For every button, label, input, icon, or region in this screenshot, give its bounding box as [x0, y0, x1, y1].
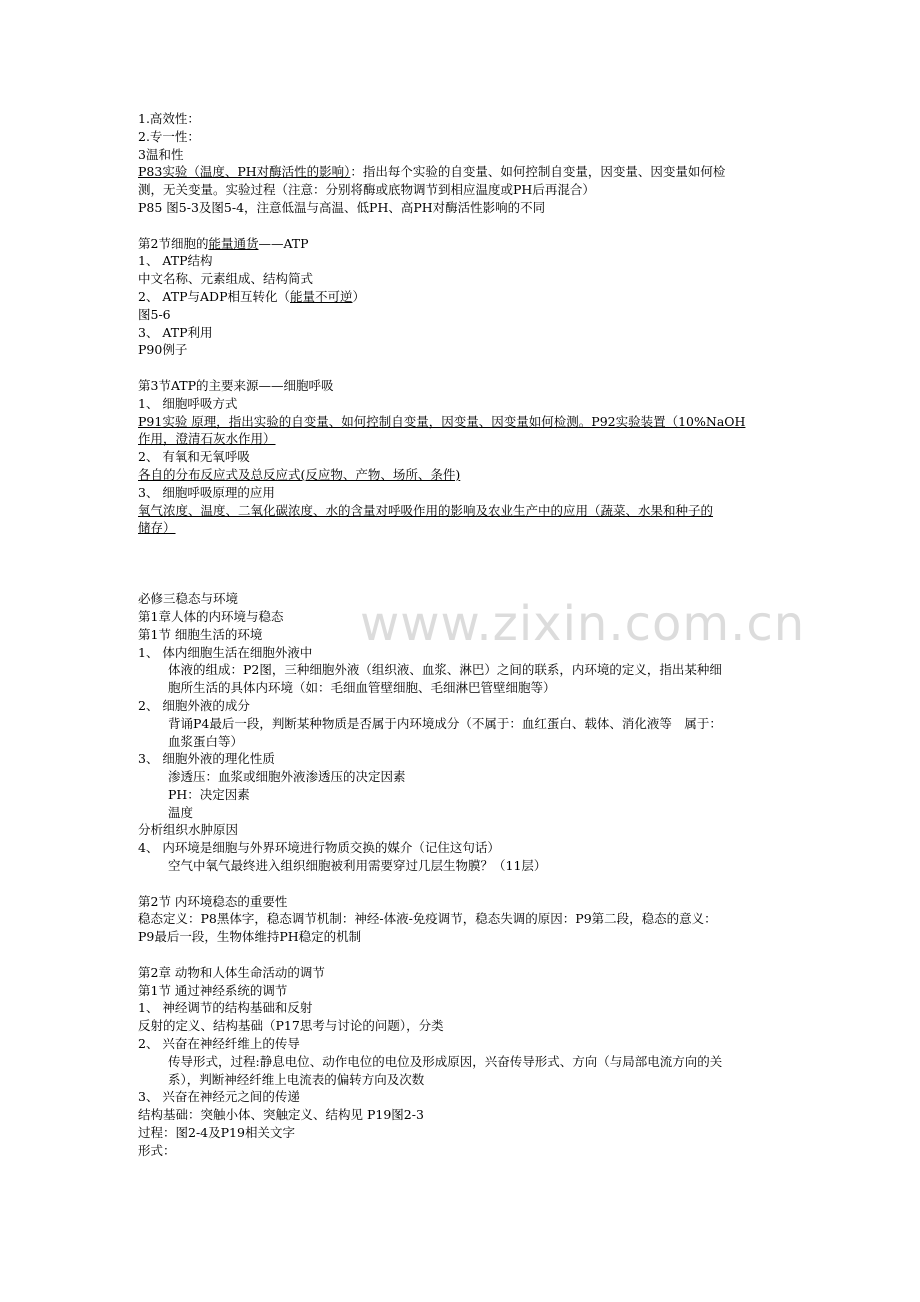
spacer	[138, 359, 788, 377]
section-heading: 第2节 内环境稳态的重要性	[138, 893, 288, 909]
book-heading: 必修三稳态与环境	[138, 591, 239, 607]
text-line: 1、 体内细胞生活在细胞外液中	[138, 644, 313, 660]
text-line: 渗透压：血浆或细胞外液渗透压的决定因素	[168, 769, 406, 785]
text-line: 2.专一性：	[138, 128, 200, 144]
text-line: 系），判断神经纤维上电流表的偏转方向及次数	[168, 1071, 425, 1087]
text-line: 反射的定义、结构基础（P17思考与讨论的问题），分类	[138, 1018, 444, 1034]
spacer	[138, 946, 788, 964]
text-line: 体液的组成：P2图，三种细胞外液（组织液、血浆、淋巴）之间的联系，内环境的定义，指出某种细	[168, 662, 722, 678]
underlined-line: 氧气浓度、温度、二氧化碳浓度、水的含量对呼吸作用的影响及农业生产中的应用（蔬菜、水果和种子的	[138, 502, 714, 518]
text-line: 3、 细胞呼吸原理的应用	[138, 484, 275, 500]
text-line: 温度	[168, 804, 194, 820]
text-line	[138, 288, 788, 306]
text-span: ：指出每个实验的自变量、如何控制自变量，因变量、因变量如何检	[350, 164, 726, 180]
section-heading	[138, 235, 788, 253]
text-span: 第2节细胞的	[138, 235, 209, 251]
underlined-line: P91实验 原理，指出实验的自变量、如何控制自变量，因变量、因变量如何检测。P92实验装置（10%NaOH	[138, 413, 746, 429]
text-line: 空气中氧气最终进入组织细胞被利用需要穿过几层生物膜？（11层）	[168, 858, 547, 874]
text-line: 2、 兴奋在神经纤维上的传导	[138, 1036, 300, 1052]
text-span: ——ATP	[258, 235, 309, 251]
text-line: 2、 细胞外液的成分	[138, 697, 250, 713]
underlined-line: 各自的分布反应式及总反应式(反应物、产物、场所、条件)	[138, 466, 461, 482]
text-line: 分析组织水肿原因	[138, 822, 239, 838]
text-line: 2、 有氧和无氧呼吸	[138, 449, 250, 465]
underlined-line: 储存）	[138, 520, 176, 536]
spacer	[138, 875, 788, 893]
text-line: 3、 细胞外液的理化性质	[138, 751, 275, 767]
text-line: 3温和性	[138, 146, 184, 162]
text-line: 测，无关变量。实验过程（注意：分别将酶或底物调节到相应温度或PH后再混合）	[138, 182, 595, 198]
section-heading: 第3节ATP的主要来源——细胞呼吸	[138, 377, 334, 393]
text-line: 传导形式，过程:静息电位、动作电位的电位及形成原因，兴奋传导形式、方向（与局部电流方向的关	[168, 1053, 723, 1069]
text-line	[138, 163, 788, 181]
underlined-text: P83实验（温度、PH对酶活性的影响）	[138, 164, 351, 180]
text-span: ）	[352, 288, 366, 304]
text-line: 血浆蛋白等）	[168, 733, 244, 749]
text-line: 1、 神经调节的结构基础和反射	[138, 1000, 313, 1016]
spacer	[138, 537, 788, 590]
text-line: PH：决定因素	[168, 786, 250, 802]
document-page	[138, 110, 788, 1160]
underlined-line: 作用，澄清石灰水作用）	[138, 431, 276, 447]
text-line: 1、 细胞呼吸方式	[138, 395, 238, 411]
text-line: 中文名称、元素组成、结构简式	[138, 271, 314, 287]
text-line: P90例子	[138, 342, 188, 358]
text-line: 形式：	[138, 1142, 176, 1158]
text-line: 4、 内环境是细胞与外界环境进行物质交换的媒介（记住这句话）	[138, 840, 500, 856]
text-line: 1.高效性：	[138, 111, 200, 126]
chapter-heading: 第1章人体的内环境与稳态	[138, 608, 284, 624]
section-heading: 第1节 通过神经系统的调节	[138, 982, 288, 998]
chapter-heading: 第2章 动物和人体生命活动的调节	[138, 964, 325, 980]
text-line: 3、 ATP利用	[138, 324, 213, 340]
text-line: P85 图5-3及图5-4，注意低温与高温、低PH、高PH对酶活性影响的不同	[138, 199, 546, 215]
text-span: 2、 ATP与ADP相互转化（	[138, 288, 290, 304]
text-line: P9最后一段，生物体维持PH稳定的机制	[138, 929, 362, 945]
underlined-text: 能量通货	[208, 235, 259, 251]
text-line: 1、 ATP结构	[138, 253, 213, 269]
text-line: 3、 兴奋在神经元之间的传递	[138, 1089, 300, 1105]
section-heading: 第1节 细胞生活的环境	[138, 626, 263, 642]
text-line: 图5-6	[138, 306, 171, 322]
text-line: 过程：图2-4及P19相关文字	[138, 1125, 295, 1141]
text-line: 稳态定义：P8黑体字，稳态调节机制：神经-体液-免疫调节，稳态失调的原因：P9第二段，稳态的意义：	[138, 911, 717, 927]
watermark-text: www.zixin.com.cn	[360, 596, 806, 652]
spacer	[138, 217, 788, 235]
text-line: 胞所生活的具体内环境（如：毛细血管壁细胞、毛细淋巴管壁细胞等）	[168, 680, 556, 696]
underlined-text: 能量不可逆	[289, 288, 353, 304]
text-line: 结构基础：突触小体、突触定义、结构见 P19图2-3	[138, 1107, 424, 1123]
text-line: 背诵P4最后一段，判断某种物质是否属于内环境成分（不属于：血红蛋白、载体、消化液等 属于：	[168, 715, 722, 731]
